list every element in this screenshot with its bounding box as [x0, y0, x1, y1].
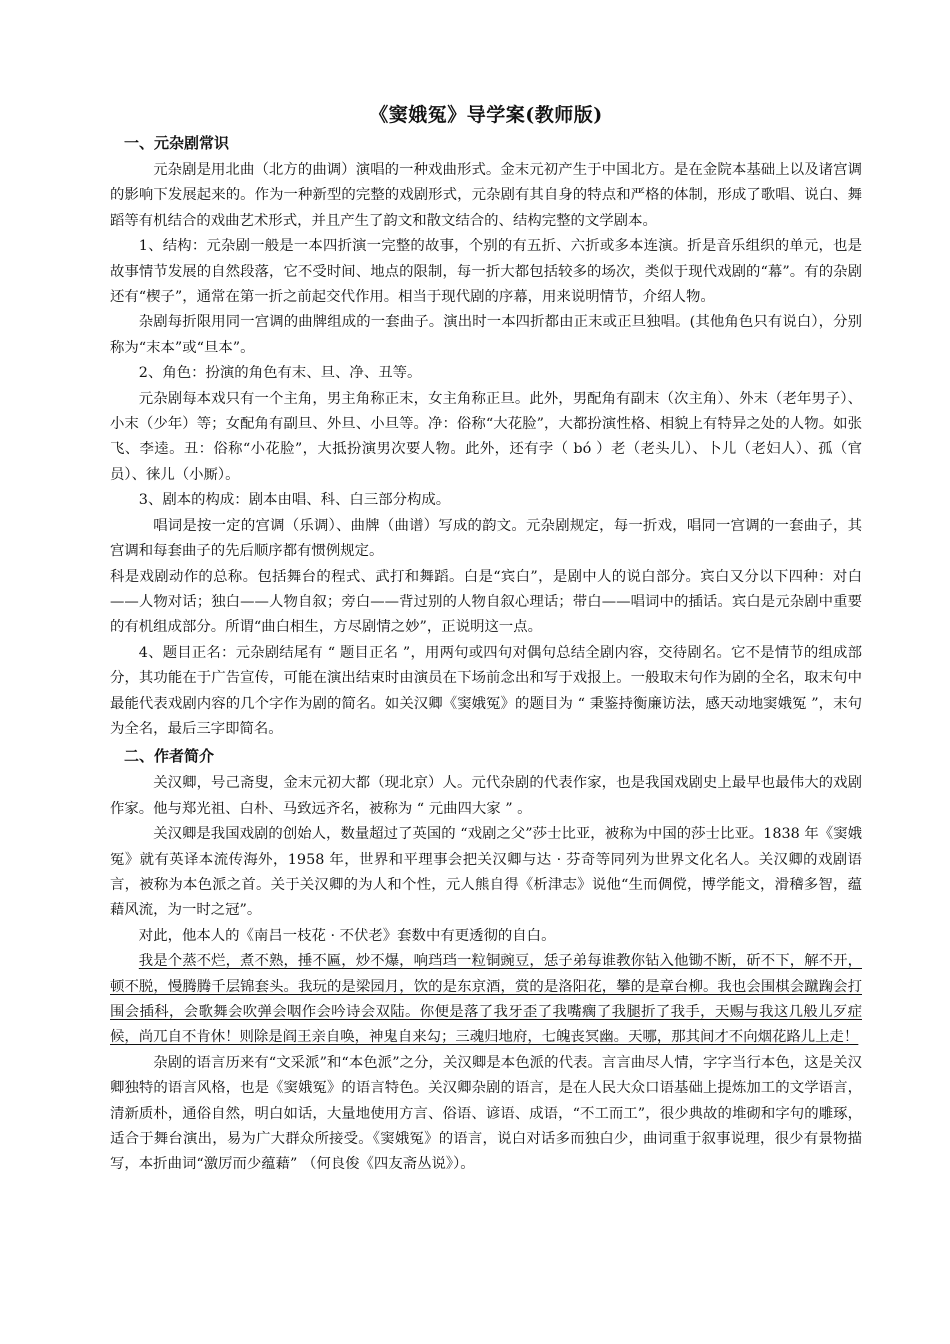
section1-paragraph-title-name: 4、题目正名：元杂剧结尾有 “ 题目正名 ”，用两句或四句对偶句总结全剧内容，交待剧名。它不是情节的组成部分，其功能在于广告宣传，可能在演出结束时由演员在下场前念出和写于戏报上。一般取末句作为剧的全名，取末句中最能代表戏剧内容的几个字作为剧的简名。如关汉卿《窦娥冤》的题目为 “ 秉鉴持衡廉访法，感天动地窦娥冤 ”，末句为全名，最后三字即简名。 [110, 644, 862, 737]
document-title: 《窦娥冤》导学案(教师版) [369, 104, 603, 126]
section1-paragraph-structure: 1、结构：元杂剧一般是一本四折演一完整的故事，个别的有五折、六折或多本连演。折是音乐组织的单元，也是故事情节发展的自然段落，它不受时间、地点的限制，每一折大都包括较多的场次，类似于现代戏剧的“幕”。有的杂剧还有“楔子”，通常在第一折之前起交代作用。相当于现代剧的序幕，用来说明情节，介绍人物。 [110, 238, 862, 306]
section1-paragraph-roles: 元杂剧每本戏只有一个主角，男主角称正末，女主角称正旦。此外，男配角有副末（次主角）、外末（老年男子）、小末（少年）等；女配角有副旦、外旦、小旦等。净：俗称“大花脸”，大都扮演性格、相貌上有特异之处的人物。如张飞、李逵。丑：俗称“小花脸”，大抵扮演男次要人物。此外，还有孛（ bó ）老（老头儿）、卜儿（老妇人）、孤（官员）、徕儿（小厮）。 [110, 390, 862, 483]
section1-paragraph-suite: 杂剧每折限用同一宫调的曲牌组成的一套曲子。演出时一本四折都由正末或正旦独唱。(其他角色只有说白），分别称为“末本”或“旦本”。 [110, 314, 862, 356]
section1-paragraph-intro: 元杂剧是用北曲（北方的曲调）演唱的一种戏曲形式。金末元初产生于中国北方。是在金院本基础上以及诸宫调的影响下发展起来的。作为一种新型的完整的戏剧形式，元杂剧有其自身的特点和严格的体制，形成了歌唱、说白、舞蹈等有机结合的戏曲艺术形式，并且产生了韵文和散文结合的、结构完整的文学剧本。 [110, 162, 862, 229]
section2-paragraph-legacy: 关汉卿是我国戏剧的创始人，数量超过了英国的 “戏剧之父”莎士比亚，被称为中国的莎士比亚。1838 年《窦娥冤》就有英译本流传海外，1958 年，世界和平理事会把关汉卿与达 · 芬奇等同列为世界文化名人。关汉卿的戏剧语言，被称为本色派之首。关于关汉卿的为人和个性，元人熊自得《析津志》说他“生而倜傥，博学能文，滑稽多智，蕴藉风流，为一时之冠”。 [110, 826, 862, 919]
section1-heading: 一、元杂剧常识 [124, 134, 230, 152]
document-page [110, 100, 862, 1178]
section1-paragraph-roles-heading: 2、角色：扮演的角色有末、旦、净、丑等。 [138, 365, 422, 382]
section2-heading: 二、作者简介 [124, 747, 215, 766]
section2-paragraph-selfstatement: 对此，他本人的《南吕一枝花 · 不伏老》套数中有更透彻的自白。 [138, 927, 556, 944]
section1-paragraph-script-heading: 3、剧本的构成：剧本由唱、科、白三部分构成。 [138, 492, 451, 509]
section2-paragraph-language: 杂剧的语言历来有“文采派”和“本色派”之分，关汉卿是本色派的代表。言言曲尽人情，字字当行本色，这是关汉卿独特的语言风格，也是《窦娥冤》的语言特色。关汉卿杂剧的语言，是在人民大众口语基础上提炼加工的文学语言，清新质朴，通俗自然，明白如话，大量地使用方言、俗语、谚语、成语，“不工而工”，很少典故的堆砌和字句的雕琢，适合于舞台演出，易为广大群众所接受。《窦娥冤》的语言，说白对话多而独白少，曲词重于叙事说理，很少有景物描写，本折曲词“激厉而少蕴藉” （何良俊《四友斋丛说》）。 [110, 1054, 862, 1173]
section1-paragraph-lyrics: 唱词是按一定的宫调（乐调）、曲牌（曲谱）写成的韵文。元杂剧规定，每一折戏，唱同一宫调的一套曲子，其宫调和每套曲子的先后顺序都有惯例规定。 [110, 517, 862, 560]
section1-paragraph-action-dialogue: 科是戏剧动作的总称。包括舞台的程式、武打和舞蹈。白是“宾白”，是剧中人的说白部分。宾白又分以下四种：对白——人物对话；独白——人物自叙；旁白——背过别的人物自叙心理话；带白——唱词中的插话。宾白是元杂剧中重要的有机组成部分。所谓“曲白相生，方尽剧情之妙”，正说明这一点。 [110, 568, 862, 636]
section2-paragraph-quote: 我是个蒸不烂，煮不熟，捶不匾，炒不爆，响珰珰一粒铜豌豆，恁子弟每谁教你钻入他锄不断，斫不下，解不开，顿不脱，慢腾腾千层锦套头。我玩的是梁园月，饮的是东京酒，赏的是洛阳花，攀的是章台柳。我也会围棋会蹴踘会打围会插科，会歌舞会吹弹会咽作会吟诗会双陆。你便是落了我牙歪了我嘴瘸了我腿折了我手，天赐与我这几般儿歹症候，尚兀自不肯休！则除是阎王亲自唤，神鬼自来勾；三魂归地府，七魄丧冥幽。天哪，那其间才不向烟花路儿上走！ [110, 953, 862, 1046]
section2-paragraph-bio: 关汉卿，号己斋叟，金末元初大都（现北京）人。元代杂剧的代表作家，也是我国戏剧史上最早也最伟大的戏剧作家。他与郑光祖、白朴、马致远齐名，被称为 “ 元曲四大家 ” 。 [110, 775, 862, 817]
